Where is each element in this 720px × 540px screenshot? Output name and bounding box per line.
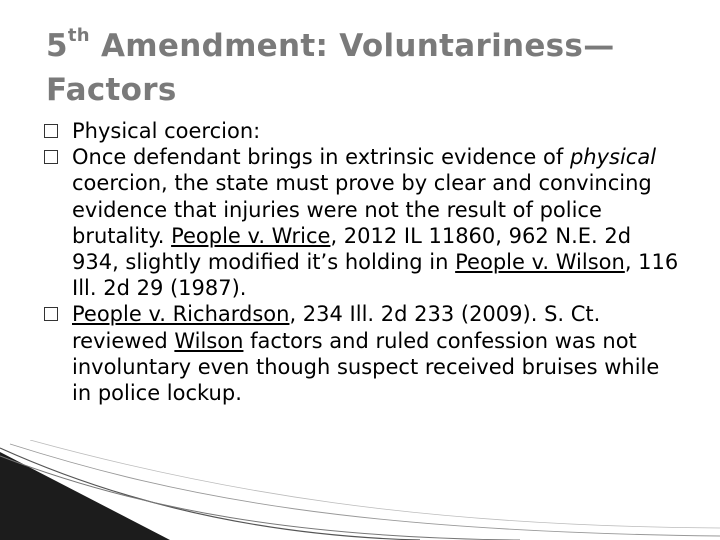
swoosh-line bbox=[30, 440, 720, 528]
bullet-text: coercion, the state must prove by clear and convincing evidence that injuries were not the result of police brutality. bbox=[72, 171, 652, 248]
title-number: 5 bbox=[46, 28, 68, 64]
square-bullet-icon bbox=[44, 150, 58, 164]
bullet-text: Once defendant brings in extrinsic evidence of bbox=[72, 145, 570, 170]
title-superscript: th bbox=[67, 25, 90, 46]
case-citation: People v. Wilson bbox=[455, 250, 625, 275]
square-bullet-icon bbox=[44, 307, 58, 321]
bullet-text: , 116 Ill. 2d 29 (1987). bbox=[72, 250, 679, 301]
decorative-wave-lines bbox=[0, 440, 720, 540]
bullet-item bbox=[44, 144, 684, 301]
bullet-text: factors and ruled confession was not involuntary even though suspect received bruises while in police lockup. bbox=[72, 328, 660, 406]
bullet-item bbox=[44, 118, 684, 144]
case-citation: People v. Wrice bbox=[171, 223, 331, 248]
title-line-1 bbox=[46, 24, 686, 68]
slide-body bbox=[44, 118, 684, 406]
square-bullet-icon bbox=[44, 124, 58, 138]
bullet-text: , 234 Ill. 2d 233 (2009). S. Ct. reviewed bbox=[72, 302, 601, 353]
slide-title bbox=[46, 24, 686, 112]
emphasis-text: physical bbox=[569, 145, 657, 170]
bullet-text: , 2012 IL 11860, 962 N.E. 2d 934, slightly modified it’s holding in bbox=[72, 223, 632, 275]
bullet-item bbox=[44, 301, 684, 406]
title-line-2: Factors bbox=[46, 72, 177, 108]
title-text: Amendment: Voluntariness— bbox=[89, 28, 615, 64]
bullet-text: Physical coercion: bbox=[72, 119, 261, 143]
case-citation: People v. Richardson bbox=[72, 302, 290, 327]
case-citation: Wilson bbox=[174, 328, 244, 353]
